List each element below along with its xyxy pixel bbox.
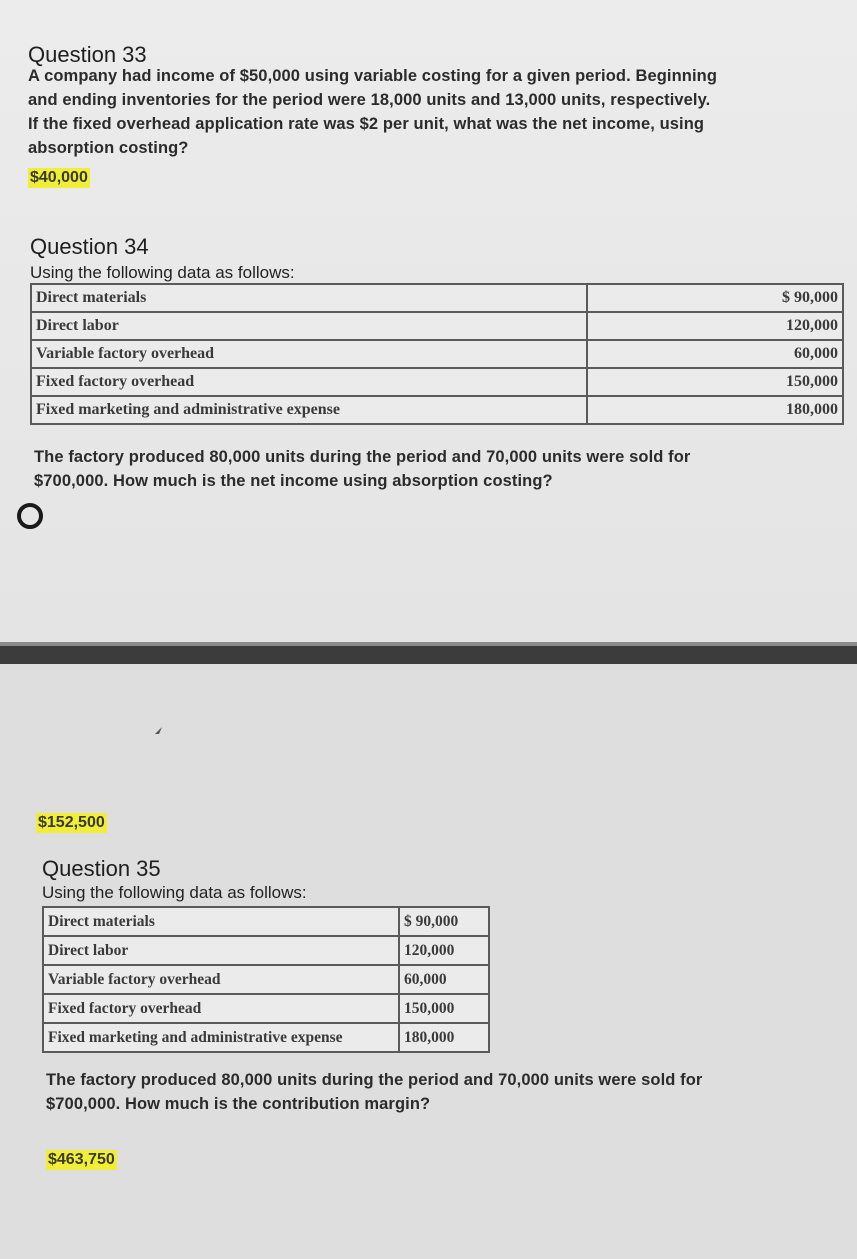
row-label: Fixed factory overhead bbox=[31, 368, 587, 396]
row-value: 150,000 bbox=[587, 368, 843, 396]
table-row bbox=[43, 936, 489, 965]
question-33-line: absorption costing? bbox=[28, 139, 189, 157]
row-value: 180,000 bbox=[399, 1023, 489, 1052]
cursor-icon bbox=[153, 726, 163, 736]
row-label: Variable factory overhead bbox=[43, 965, 399, 994]
row-value: 120,000 bbox=[587, 312, 843, 340]
row-value: 180,000 bbox=[587, 396, 843, 424]
question-33-line: If the fixed overhead application rate was $2 per unit, what was the net income, using bbox=[28, 115, 705, 133]
row-label: Direct labor bbox=[31, 312, 587, 340]
table-row bbox=[31, 396, 843, 424]
row-label: Variable factory overhead bbox=[31, 340, 587, 368]
question-34-data-table bbox=[30, 283, 844, 425]
table-row bbox=[31, 312, 843, 340]
row-label: Fixed marketing and administrative expense bbox=[31, 396, 587, 424]
question-33-text bbox=[28, 64, 828, 160]
question-33-title: Question 33 bbox=[28, 42, 147, 67]
row-value: 60,000 bbox=[587, 340, 843, 368]
question-35-line: The factory produced 80,000 units during the period and 70,000 units were sold for bbox=[46, 1071, 703, 1089]
question-34-text bbox=[34, 445, 824, 493]
section-divider bbox=[0, 642, 857, 664]
answer-radio-button[interactable] bbox=[17, 503, 43, 529]
table-row bbox=[31, 340, 843, 368]
table-row bbox=[43, 994, 489, 1023]
row-value: 120,000 bbox=[399, 936, 489, 965]
row-label: Fixed marketing and administrative expense bbox=[43, 1023, 399, 1052]
table-row bbox=[43, 907, 489, 936]
row-value: $ 90,000 bbox=[399, 907, 489, 936]
question-35-answer: $463,750 bbox=[48, 1151, 115, 1168]
table-row bbox=[43, 965, 489, 994]
table-row bbox=[31, 368, 843, 396]
question-33-answer: $40,000 bbox=[30, 169, 88, 186]
row-value: 60,000 bbox=[399, 965, 489, 994]
row-label: Fixed factory overhead bbox=[43, 994, 399, 1023]
question-33-line: and ending inventories for the period were 18,000 units and 13,000 units, respectively. bbox=[28, 91, 711, 109]
question-34-line: The factory produced 80,000 units during the period and 70,000 units were sold for bbox=[34, 448, 691, 466]
row-value: $ 90,000 bbox=[587, 284, 843, 312]
question-35-intro: Using the following data as follows: bbox=[42, 883, 307, 902]
question-34-line: $700,000. How much is the net income using absorption costing? bbox=[34, 472, 553, 490]
question-35-title: Question 35 bbox=[42, 856, 161, 881]
question-34-answer: $152,500 bbox=[38, 814, 105, 831]
table-row bbox=[31, 284, 843, 312]
row-label: Direct materials bbox=[43, 907, 399, 936]
question-33-line: A company had income of $50,000 using variable costing for a given period. Beginning bbox=[28, 67, 718, 85]
question-35-line: $700,000. How much is the contribution margin? bbox=[46, 1095, 431, 1113]
row-label: Direct labor bbox=[43, 936, 399, 965]
question-35-text bbox=[46, 1068, 826, 1116]
table-row bbox=[43, 1023, 489, 1052]
question-34-title: Question 34 bbox=[30, 234, 149, 259]
question-34-intro: Using the following data as follows: bbox=[30, 263, 295, 282]
row-label: Direct materials bbox=[31, 284, 587, 312]
row-value: 150,000 bbox=[399, 994, 489, 1023]
question-35-data-table bbox=[42, 906, 490, 1053]
